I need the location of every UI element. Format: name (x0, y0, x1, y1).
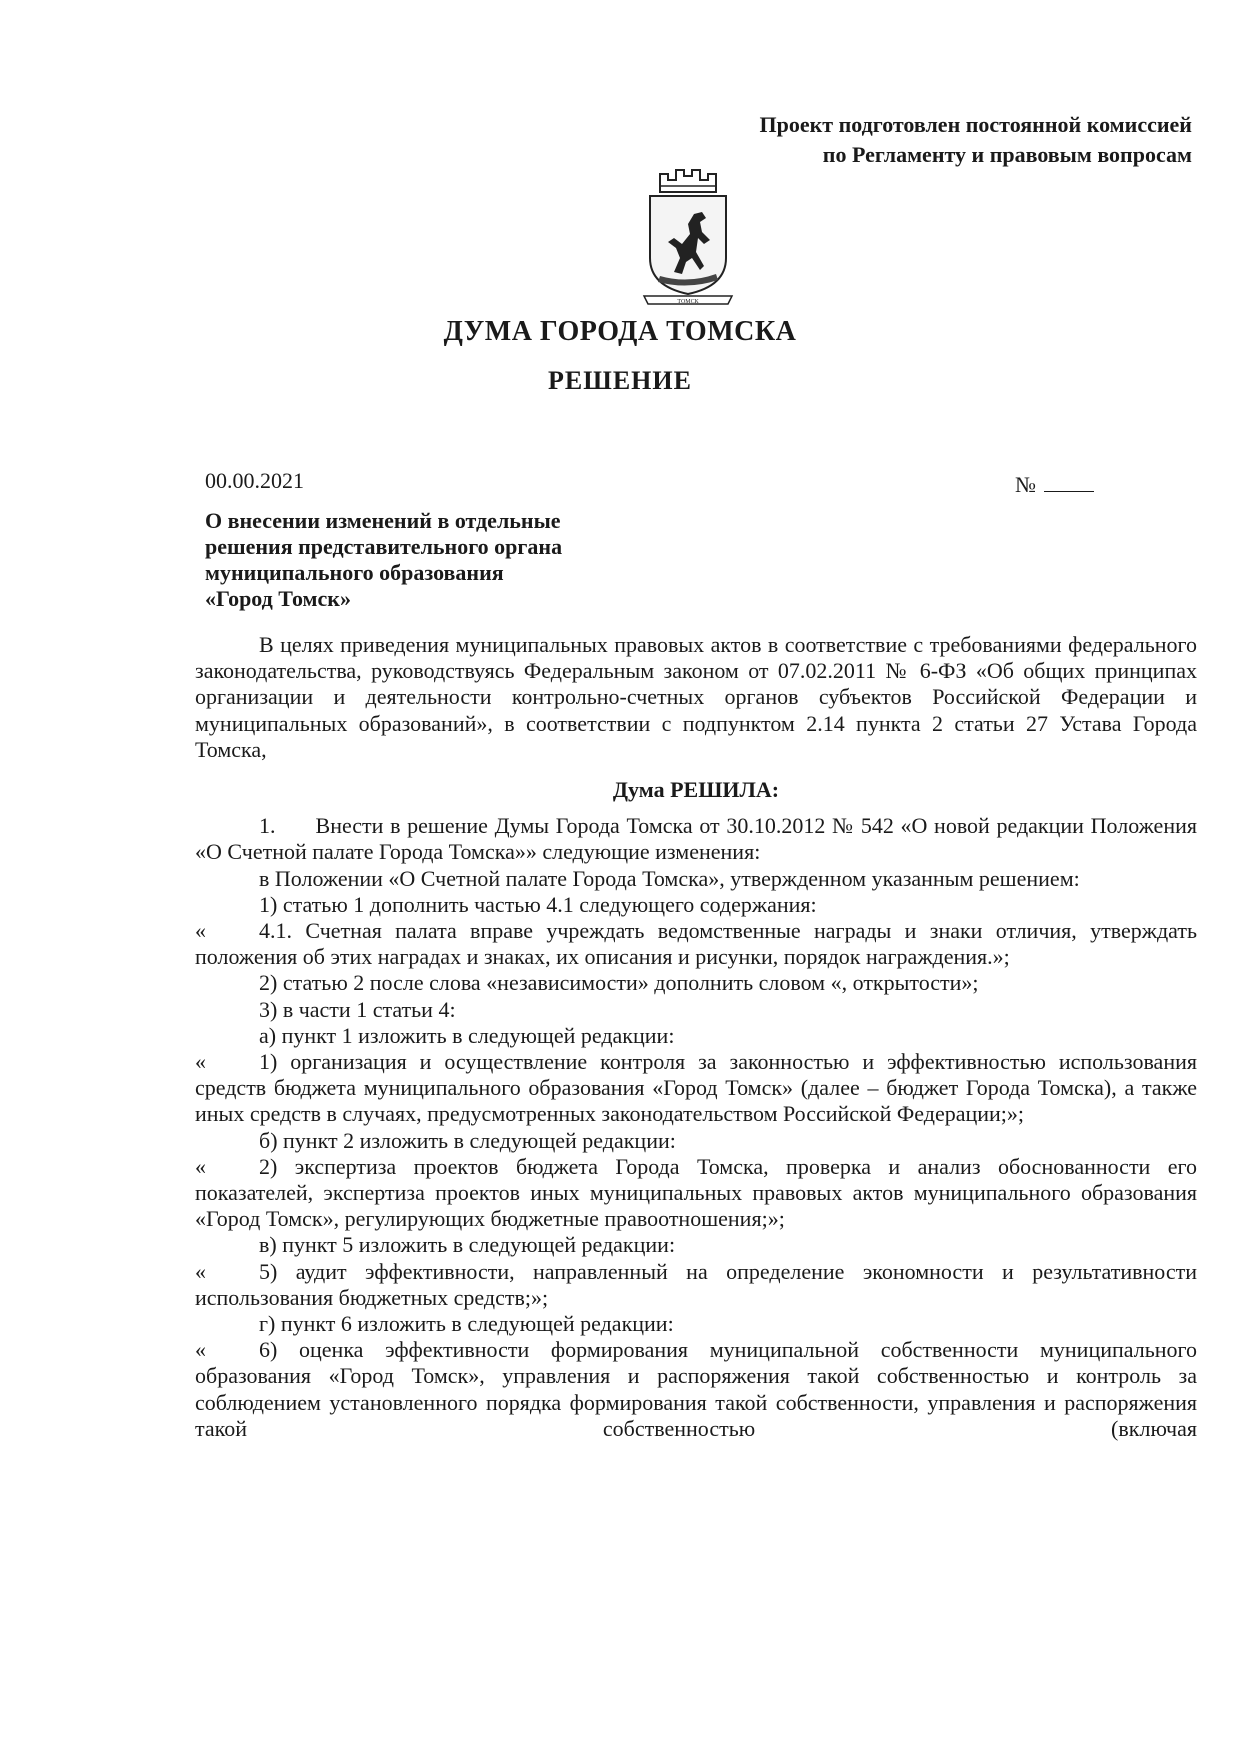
subject-line-1: О внесении изменений в отдельные (205, 508, 561, 533)
quoted-text: 4.1. Счетная палата вправе учреждать ведомственные награды и знаки отличия, утверждать положения об этих наградах и знаках, их описания и рисунки, порядок награждения.»; (195, 918, 1197, 970)
quote-mark: « (195, 1258, 206, 1284)
paragraph-item-2: 2) статью 2 после слова «независимости» дополнить словом «, открытости»; (259, 970, 979, 996)
document-type: РЕШЕНИЕ (548, 366, 692, 395)
quoted-text: 6) оценка эффективности формирования муниципальной собственности муниципального образования «Город Томск», управления и распоряжения такой собственностью и контроль за соблюдением установленного порядка формирования такой собственности, управления и распоряжения такой собственностью (включая (195, 1337, 1197, 1441)
subject-line-2: решения представительного органа (205, 534, 563, 559)
quoted-text: 5) аудит эффективности, направленный на определение экономности и результативности использования бюджетных средств;»; (195, 1258, 1197, 1310)
quote-mark: « (195, 1153, 206, 1179)
quoted-paragraph-4-1 (195, 918, 1197, 970)
prepared-by-note (759, 110, 1192, 170)
quoted-text: 2) экспертиза проектов бюджета Города Томска, проверка и анализ обоснованности его показателей, экспертиза проектов иных муниципальных правовых актов муниципального образования «Город Томск», регулирующих бюджетные правоотношения;»; (195, 1153, 1197, 1232)
number-blank-line (1044, 473, 1094, 492)
subject-line-3: муниципального образования (205, 560, 504, 585)
quoted-paragraph-5 (195, 1259, 1197, 1311)
quoted-paragraph-1 (195, 1049, 1197, 1128)
quote-mark: « (195, 918, 206, 944)
quote-mark: « (195, 1337, 206, 1363)
prepared-by-line-2: по Регламенту и правовым вопросам (822, 142, 1192, 167)
paragraph-sub-v: в) пункт 5 изложить в следующей редакции: (259, 1232, 676, 1258)
resolved-heading: Дума РЕШИЛА: (612, 777, 780, 803)
document-subject (205, 508, 625, 612)
coat-ribbon-text: ТОМСК (677, 299, 699, 305)
paragraph-item-3: 3) в части 1 статьи 4: (259, 996, 456, 1022)
paragraph-sub-a: а) пункт 1 изложить в следующей редакции: (259, 1022, 675, 1048)
paragraph-sub-g: г) пункт 6 изложить в следующей редакции: (259, 1311, 674, 1337)
document-number (1015, 472, 1094, 498)
quoted-paragraph-2 (195, 1154, 1197, 1233)
organization-title: ДУМА ГОРОДА ТОМСКА (443, 316, 797, 347)
paragraph-sub-b: б) пункт 2 изложить в следующей редакции: (259, 1127, 676, 1153)
paragraph-amend-intro: в Положении «О Счетной палате Города Томска», утвержденном указанным решением: (259, 865, 1080, 891)
document-body (195, 632, 1197, 1442)
paragraph-item-1: 1) статью 1 дополнить частью 4.1 следующего содержания: (259, 891, 817, 917)
quoted-text: 1) организация и осуществление контроля за законностью и эффективностью использования средств бюджета муниципального образования «Город Томск» (далее – бюджет Города Томска), а также иных средств в случаях, предусмотренных законодательством Российской Федерации;»; (195, 1049, 1197, 1127)
subject-line-4: «Город Томск» (205, 586, 351, 611)
preamble-paragraph: В целях приведения муниципальных правовых актов в соответствие с требованиями федерального законодательства, руководствуясь Федеральным законом от 07.02.2011 № 6-ФЗ «Об общих принципах организации и деятельности контрольно-счетных органов субъектов Российской Федерации и муниципальных образований», в соответствии с подпунктом 2.14 пункта 2 статьи 27 Устава Города Томска, (195, 632, 1197, 762)
quote-mark: « (195, 1049, 206, 1075)
document-date: 00.00.2021 (205, 468, 304, 493)
number-label: № (1015, 472, 1036, 497)
prepared-by-line-1: Проект подготовлен постоянной комиссией (759, 112, 1192, 137)
coat-of-arms-icon (638, 162, 738, 310)
paragraph-1: 1. Внести в решение Думы Города Томска от 30.10.2012 № 542 «О новой редакции Положения «О Счетной палате Города Томска»» следующие изменения: (195, 813, 1197, 865)
quoted-paragraph-6 (195, 1337, 1197, 1442)
